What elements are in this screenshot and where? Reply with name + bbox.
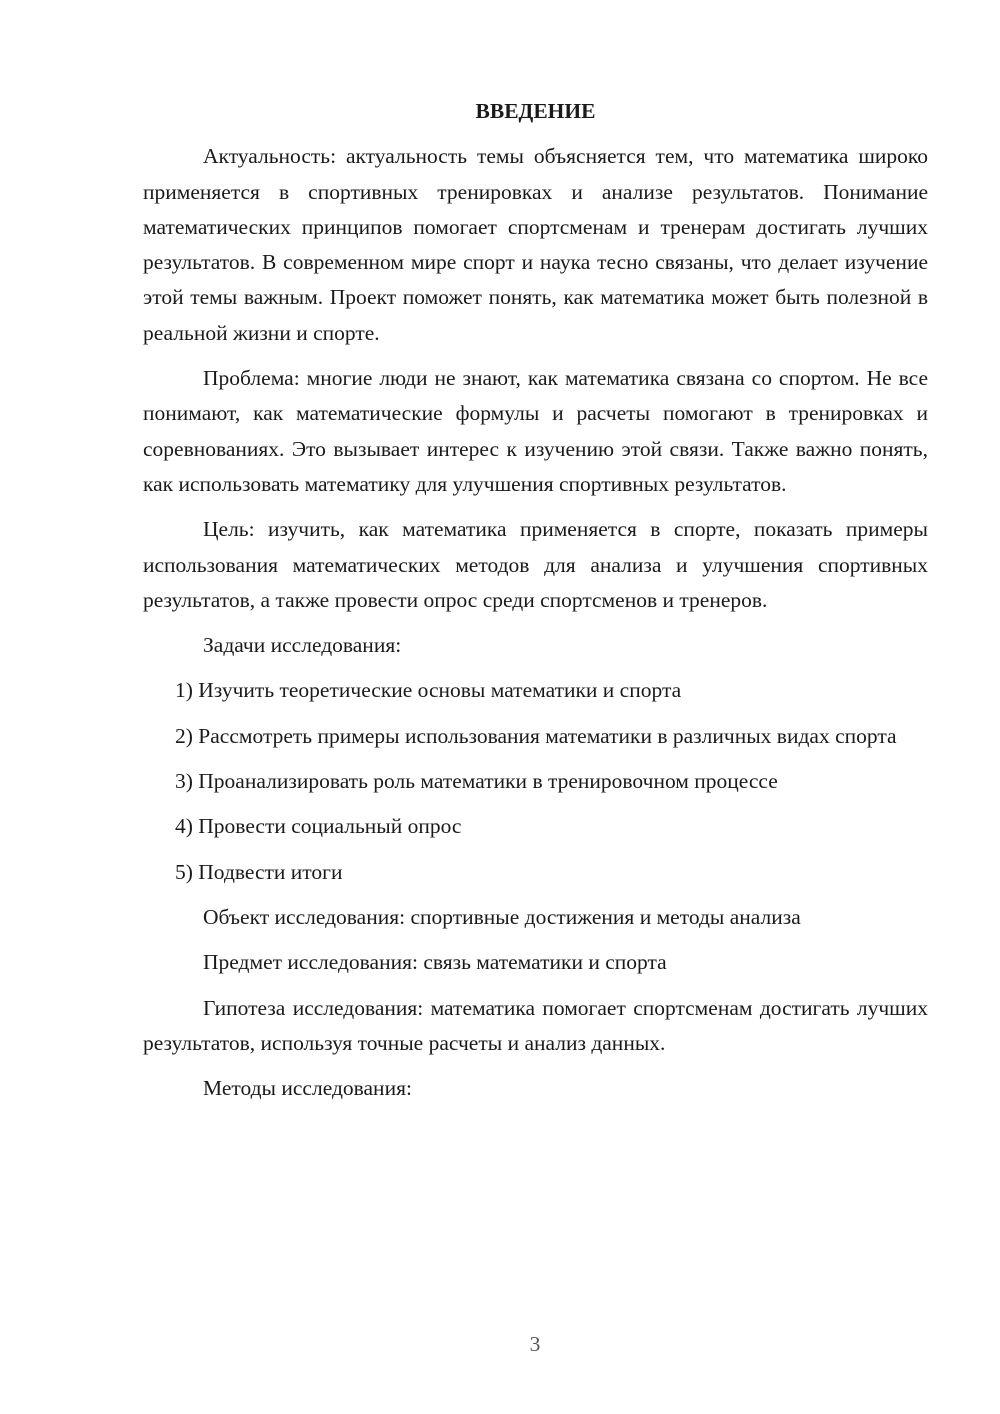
task-item-2: 2) Рассмотреть примеры использования математики в различных видах спорта	[175, 723, 897, 748]
section-title: ВВЕДЕНИЕ	[475, 99, 596, 123]
page-content	[143, 94, 928, 1116]
goal-paragraph: Цель: изучить, как математика применяется в спорте, показать примеры использования математических методов для анализа и улучшения спортивных результатов, а также провести опрос среди спортсменов и тренеров.	[143, 517, 928, 612]
page-number: 3	[529, 1332, 541, 1356]
task-item-5: 5) Подвести итоги	[175, 859, 343, 884]
problem-paragraph: Проблема: многие люди не знают, как математика связана со спортом. Не все понимают, как математические формулы и расчеты помогают в тренировках и соревнованиях. Это вызывает интерес к изучению этой связи. Также важно понять, как использовать математику для улучшения спортивных результатов.	[143, 366, 928, 496]
task-item-3: 3) Проанализировать роль математики в тренировочном процессе	[175, 769, 778, 794]
task-item-4: 4) Провести социальный опрос	[175, 814, 462, 839]
research-subject: Предмет исследования: связь математики и спорта	[203, 950, 667, 975]
tasks-heading: Задачи исследования:	[203, 633, 402, 658]
relevance-paragraph: Актуальность: актуальность темы объясняется тем, что математика широко применяется в спортивных тренировках и анализе результатов. Понимание математических принципов помогает спортсменам и тренерам достигать лучших результатов. В современном мире спорт и наука тесно связаны, что делает изучение этой темы важным. Проект поможет понять, как математика может быть полезной в реальной жизни и спорте.	[143, 144, 928, 345]
research-hypothesis: Гипотеза исследования: математика помогает спортсменам достигать лучших результатов, используя точные расчеты и анализ данных.	[143, 995, 928, 1055]
task-item-1: 1) Изучить теоретические основы математики и спорта	[175, 678, 682, 703]
research-object: Объект исследования: спортивные достижения и методы анализа	[203, 904, 801, 929]
methods-heading: Методы исследования:	[203, 1076, 412, 1101]
